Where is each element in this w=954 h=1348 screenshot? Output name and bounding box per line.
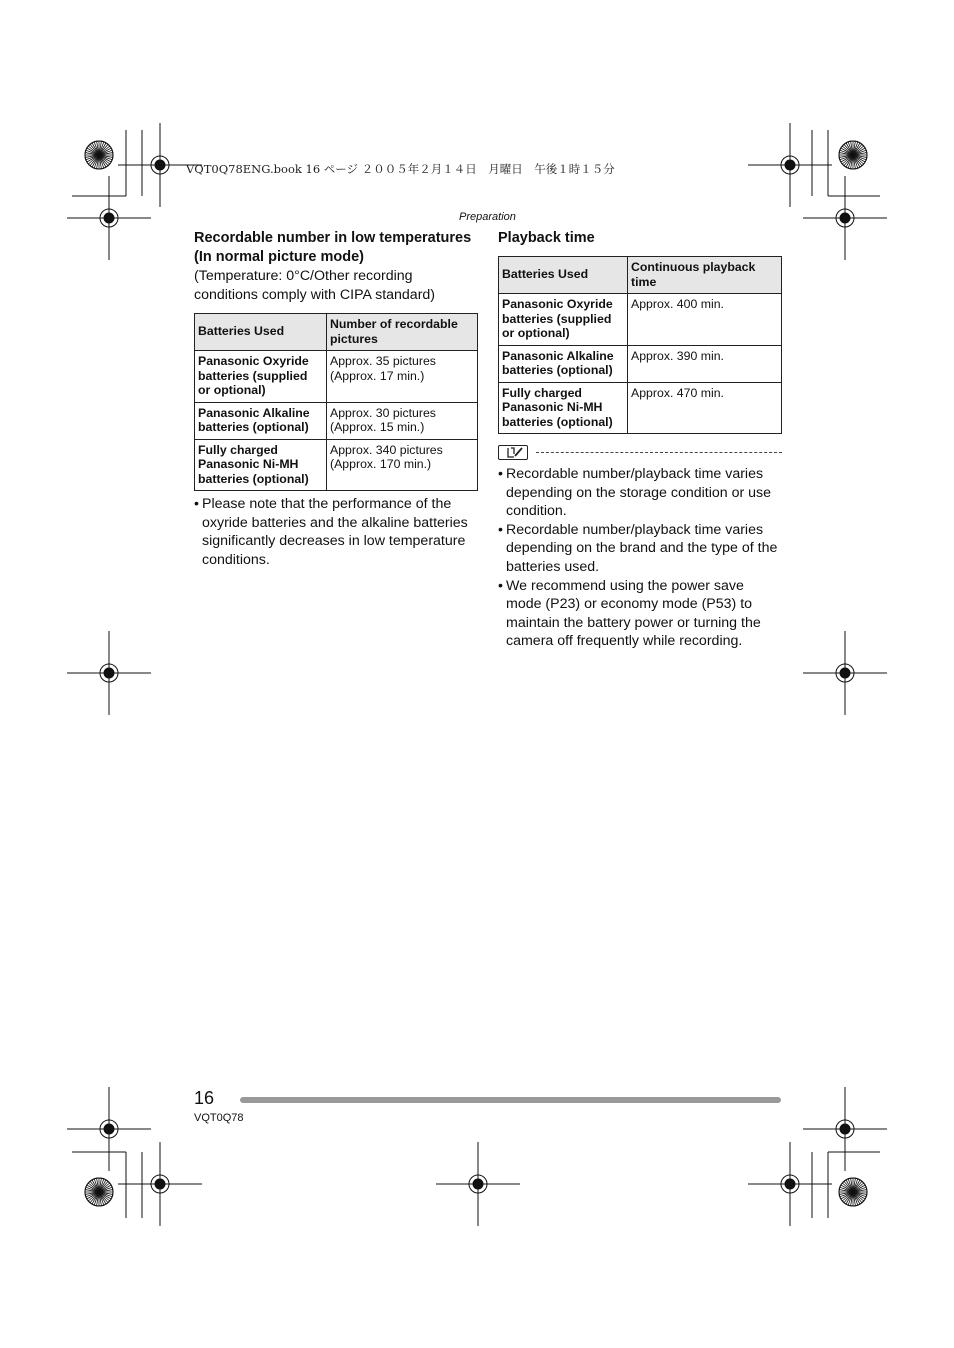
table-row: [499, 382, 782, 434]
value-cell: Approx. 30 pictures (Approx. 15 min.): [327, 402, 478, 439]
value-cell: Approx. 400 min.: [628, 294, 782, 346]
section-label: Preparation: [459, 211, 516, 223]
value-cell: Approx. 35 pictures (Approx. 17 min.): [327, 351, 478, 403]
battery-cell: Panasonic Oxyride batteries (supplied or optional): [499, 294, 628, 346]
note-divider: [498, 443, 782, 461]
table-header: Number of recordable pictures: [327, 314, 478, 351]
doc-code: VQT0Q78: [194, 1112, 244, 1124]
value-cell: Approx. 470 min.: [628, 382, 782, 434]
temperature-note: (Temperature: 0°C/Other recording conditions comply with CIPA standard): [194, 268, 436, 303]
battery-cell: Panasonic Alkaline batteries (optional): [195, 402, 327, 439]
battery-cell: Panasonic Oxyride batteries (supplied or optional): [195, 351, 327, 403]
dashed-rule: [536, 452, 782, 453]
table-header: Continuous playback time: [628, 257, 782, 294]
playback-time-table: [498, 256, 782, 434]
table-row: [195, 439, 478, 491]
note-pencil-icon: [498, 445, 528, 460]
value-cell: Approx. 340 pictures (Approx. 170 min.): [327, 439, 478, 491]
left-column: [194, 229, 478, 569]
list-item: • Please note that the performance of the oxyride batteries and the alkaline batteries significantly decreases in low temperature conditions.: [194, 495, 478, 569]
battery-cell: Panasonic Alkaline batteries (optional): [499, 345, 628, 382]
table-row: [195, 402, 478, 439]
battery-cell: Fully charged Panasonic Ni-MH batteries (optional): [195, 439, 327, 491]
print-header: VQT0Q78ENG.book 16 ページ ２００５年２月１４日 月曜日 午後１時１５分: [186, 162, 615, 176]
table-row: [499, 294, 782, 346]
page-number: 16: [194, 1088, 215, 1108]
value-cell: Approx. 390 min.: [628, 345, 782, 382]
table-row: [499, 345, 782, 382]
list-item: • Recordable number/playback time varies depending on the brand and the type of the batteries used.: [498, 521, 782, 577]
list-item: • Recordable number/playback time varies depending on the storage condition or use condition.: [498, 465, 782, 521]
low-temp-heading: Recordable number in low temperatures: [194, 230, 472, 246]
list-item: • We recommend using the power save mode (P23) or economy mode (P53) to maintain the battery power or turning the camera off frequently while recording.: [498, 577, 782, 651]
playback-time-heading: Playback time: [498, 230, 595, 246]
low-temp-subheading: (In normal picture mode): [194, 249, 364, 265]
table-row: [195, 351, 478, 403]
left-bullet-list: [194, 495, 478, 569]
right-bullet-list: [498, 465, 782, 651]
battery-cell: Fully charged Panasonic Ni-MH batteries (optional): [499, 382, 628, 434]
right-column: [498, 229, 782, 651]
table-header: Batteries Used: [499, 257, 628, 294]
table-header: Batteries Used: [195, 314, 327, 351]
page-bar: [240, 1097, 781, 1103]
recordable-number-table: [194, 313, 478, 491]
